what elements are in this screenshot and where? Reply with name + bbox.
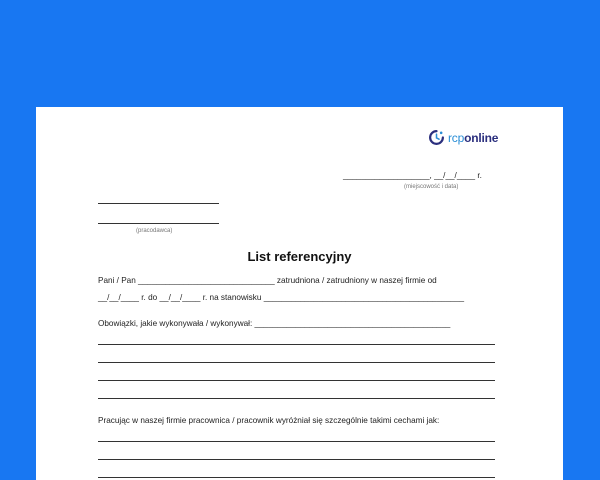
place-date-blank: ___________________, __/__/____ r. — [343, 171, 482, 180]
duties-line-2 — [98, 362, 495, 363]
duties-line-4 — [98, 398, 495, 399]
traits-line-3 — [98, 477, 495, 478]
employer-line-1 — [98, 203, 219, 204]
employee-name-line: Pani / Pan ______________________________ zatrudniona / zatrudniony w naszej firmie od — [98, 276, 437, 285]
duties-line-1 — [98, 344, 495, 345]
duties-line-3 — [98, 380, 495, 381]
rcponline-logo — [428, 129, 498, 146]
employer-line-2 — [98, 223, 219, 224]
place-date-caption: (miejscowość i data) — [404, 184, 459, 190]
logo-text: rcponline — [448, 130, 499, 145]
traits-line-2 — [98, 459, 495, 460]
employer-caption: (pracodawca) — [136, 228, 173, 234]
employment-period-line: __/__/____ r. do __/__/____ r. na stanowisku ____________________________________________ — [98, 293, 465, 302]
traits-label: Pracując w naszej firmie pracownica / pracownik wyróżniał się szczególnie takimi cechami jak: — [98, 416, 440, 425]
duties-label: Obowiązki, jakie wykonywała / wykonywał: ___________________________________________ — [98, 319, 451, 328]
clock-logo-icon — [428, 129, 445, 146]
traits-line-1 — [98, 441, 495, 442]
document-title: List referencyjny — [247, 249, 352, 264]
